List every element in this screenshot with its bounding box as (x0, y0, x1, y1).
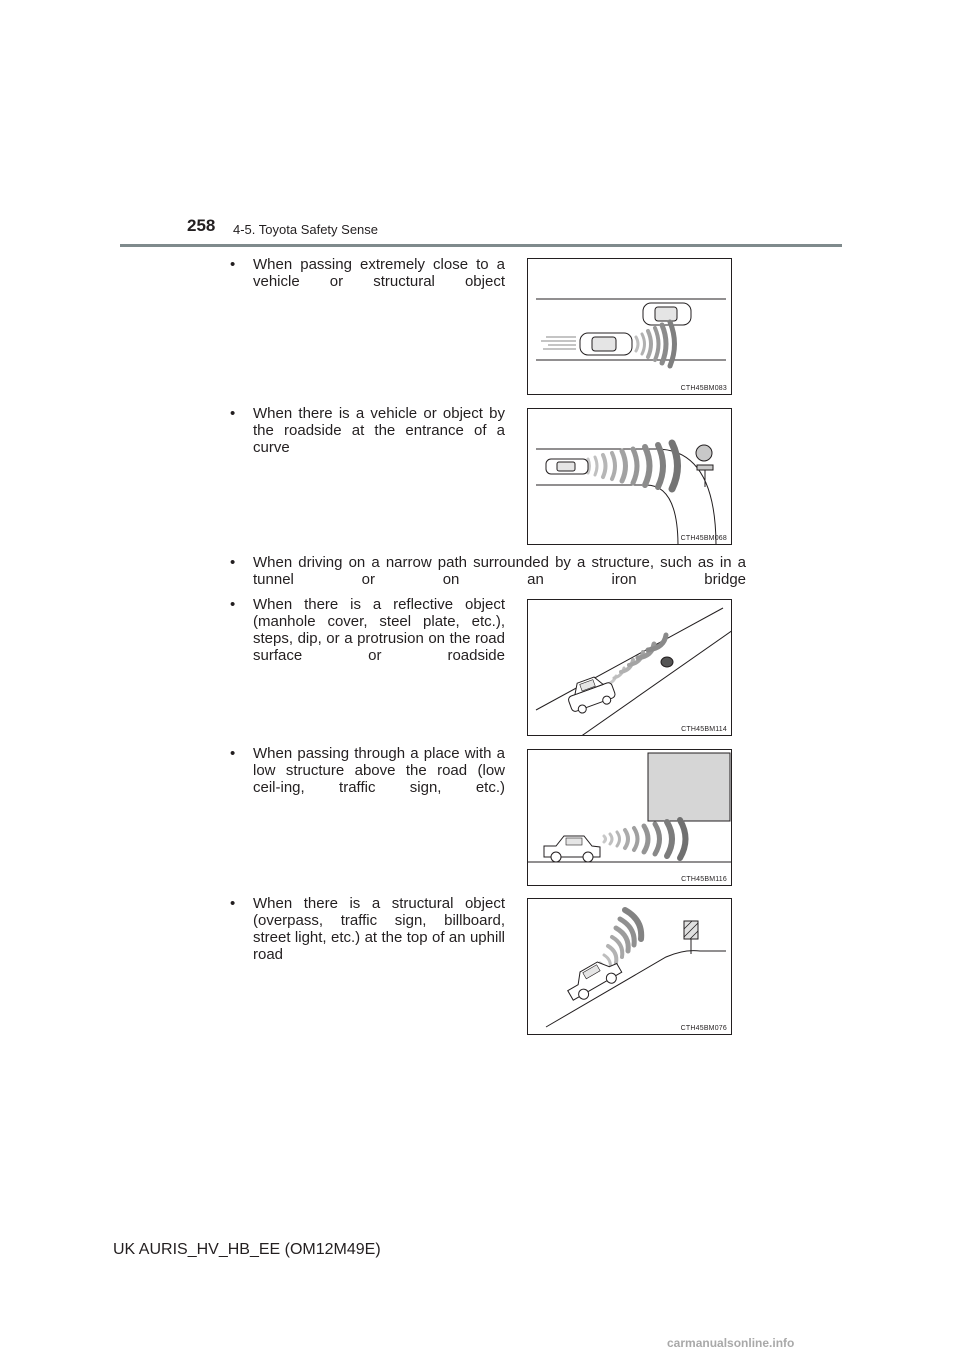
illustration-reflective-object (527, 599, 732, 736)
illustration-graphic (528, 409, 732, 545)
list-item (230, 596, 505, 681)
figure-code: CTH45BM114 (681, 726, 727, 733)
footer-model-code: UK AURIS_HV_HB_EE (OM12M49E) (113, 1241, 381, 1258)
figure-code: CTH45BM083 (680, 385, 727, 392)
illustration-graphic (528, 899, 732, 1035)
bullet-icon: • (230, 745, 236, 762)
figure-code: CTH45BM068 (680, 535, 727, 542)
list-item-text: When driving on a narrow path surrounded by a structure, such as in a tunnel or on an iron bridge (253, 554, 746, 588)
list-item-text: When there is a reflective object (manhole cover, steel plate, etc.), steps, dip, or a protrusion on the road surface or roadside (253, 596, 505, 664)
illustration-graphic (528, 750, 732, 886)
page-number: 258 (187, 216, 216, 235)
bullet-icon: • (230, 256, 236, 273)
list-item (230, 895, 505, 980)
list-item (230, 405, 505, 473)
bullet-icon: • (230, 554, 236, 571)
list-item (230, 256, 505, 307)
section-title: 4-5. Toyota Safety Sense (233, 222, 379, 237)
list-item-text: When there is a structural object (overpass, traffic sign, billboard, street light, etc.) at the top of an uphill road (253, 895, 505, 963)
figure-code: CTH45BM116 (681, 876, 727, 883)
list-item-text: When passing through a place with a low structure above the road (low ceil-ing, traffic sign, etc.) (253, 745, 505, 796)
bullet-icon: • (230, 405, 236, 422)
list-item (230, 745, 505, 813)
watermark: carmanualsonline.info (667, 1336, 795, 1350)
illustration-low-structure (527, 749, 732, 886)
figure-code: CTH45BM076 (680, 1025, 727, 1032)
bullet-icon: • (230, 895, 236, 912)
illustration-uphill-structure (527, 898, 732, 1035)
illustration-passing-close (527, 258, 732, 395)
illustration-curve-entrance (527, 408, 732, 545)
bullet-icon: • (230, 596, 236, 613)
illustration-graphic (528, 259, 732, 395)
illustration-graphic (528, 600, 732, 736)
header-divider (120, 244, 842, 247)
list-item-text: When passing extremely close to a vehicle or structural object (253, 256, 505, 290)
list-item-text: When there is a vehicle or object by the roadside at the entrance of a curve (253, 405, 505, 456)
